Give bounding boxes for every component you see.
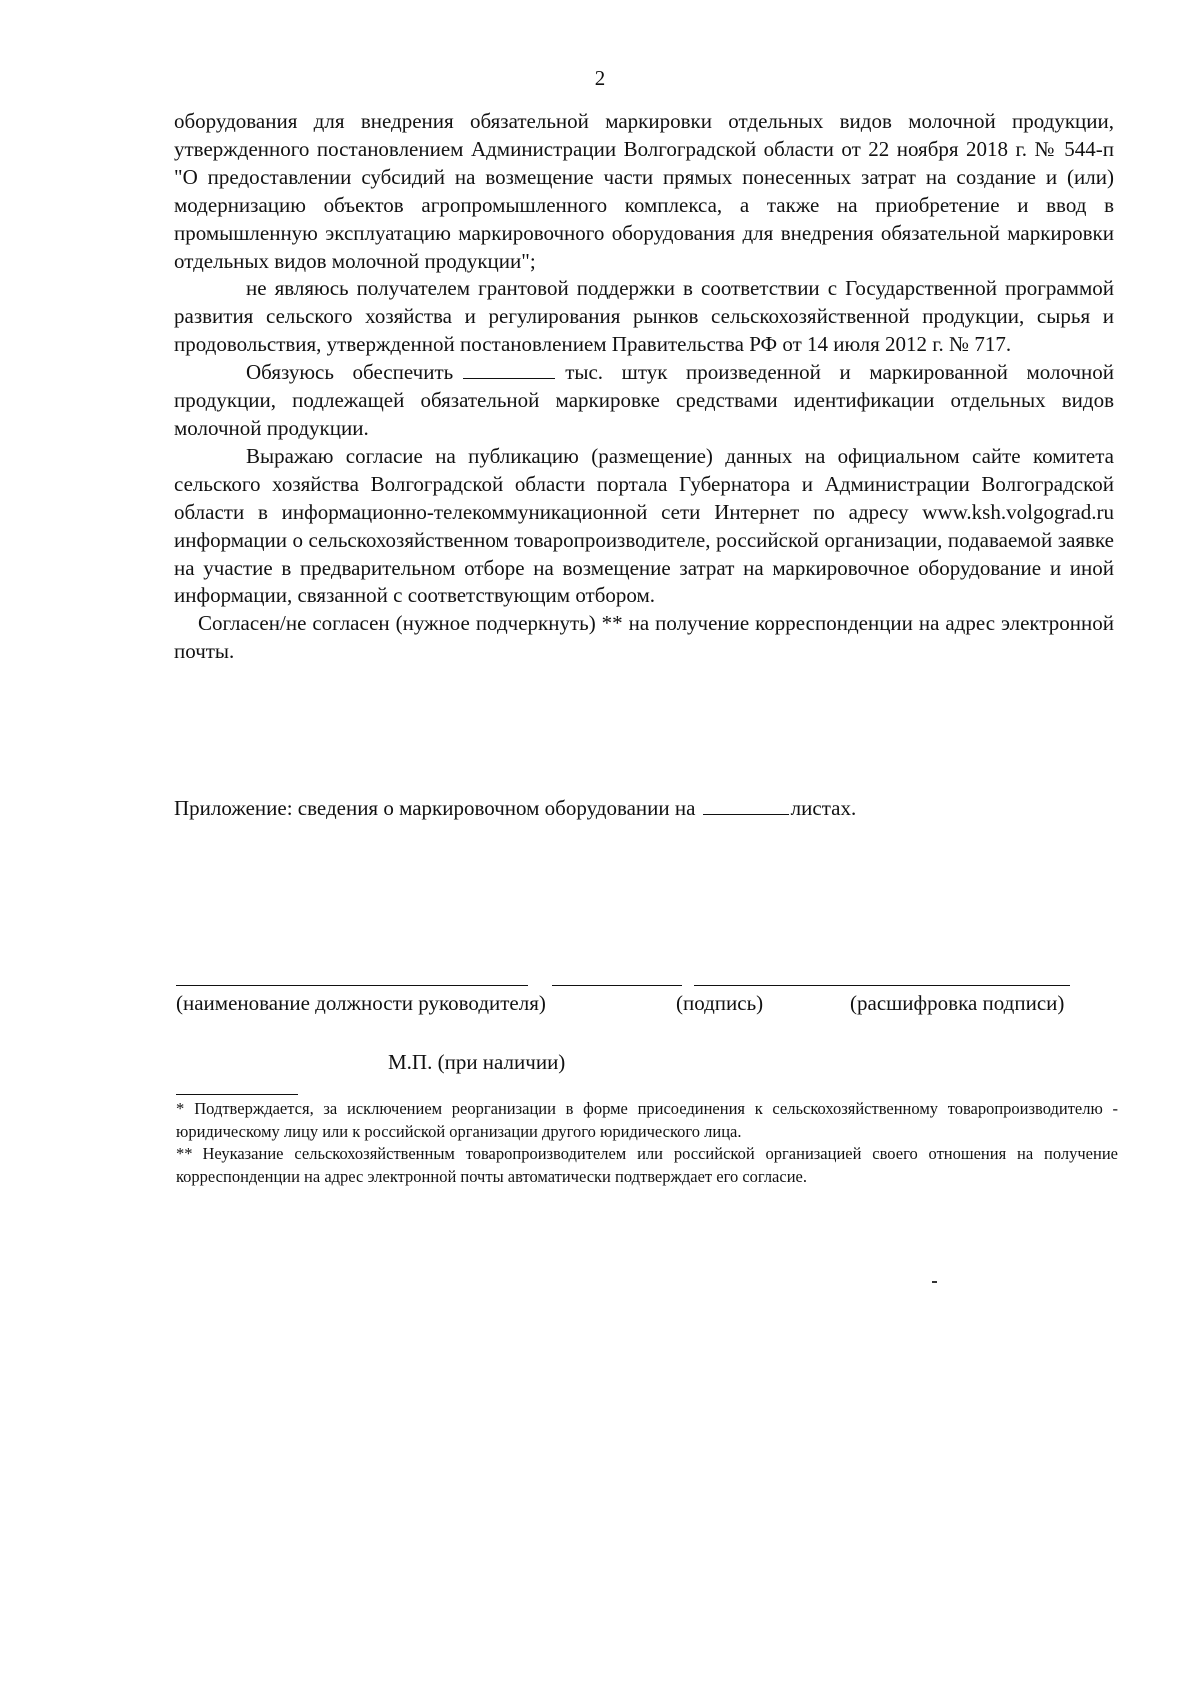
footnote-2-mark: ** [176,1144,193,1164]
position-line [176,985,528,986]
footnote-2 [176,1143,1118,1188]
paragraph-equipment: оборудования для внедрения обязательной маркировки отдельных видов молочной продукции, утвержденного постановлением Администрации Волгоградской области от 22 ноября 2018 г. № 544-п "О предоставлении субсидий на возмещение части прямых понесенных затрат на создание и (или) модернизацию объектов агропромышленного комплекса, а также на приобретение и ввод в промышленную эксплуатацию маркировочного оборудования для внедрения обязательной маркировки отдельных видов молочной продукции"; [174,109,1114,273]
decoding-label: (расшифровка подписи) [850,991,1065,1015]
position-label: (наименование должности руководителя) [176,991,546,1015]
footnote-1-mark: * [176,1099,185,1118]
page-number: 2 [594,66,606,90]
footnotes [176,1098,1118,1188]
signature-label: (подпись) [676,991,764,1015]
paragraph-obligation [174,359,1114,443]
document-body [174,108,1114,666]
footnote-1-text: Подтверждается, за исключением реорганизации в форме присоединения к сельскохозяйственному товаропроизводителю - юридическому лицу или к российской организации другого юридического лица. [176,1099,1118,1141]
decoding-line [694,985,1070,986]
scan-speck [932,1281,937,1283]
obligation-text-after: тыс. штук произведенной и маркированной молочной продукции, подлежащей обязательной маркировке средствами идентификации отдельных видов молочной продукции. [174,360,1115,440]
appendix-text-after: листах. [790,795,857,820]
signature-lines [0,985,1200,987]
appendix-line [174,795,856,821]
footnote-2-text: Неуказание сельскохозяйственным товаропроизводителем или российской организацией своего отношения на получение корреспонденции на адрес электронной почты автоматически подтверждает его согласие. [176,1144,1118,1186]
stamp-placeholder: М.П. (при наличии) [388,1050,566,1074]
paragraph-email-consent: Согласен/не согласен (нужное подчеркнуть) ** на получение корреспонденции на адрес электронной почты. [174,611,1114,664]
appendix-text-before: Приложение: сведения о маркировочном оборудовании на [174,795,696,820]
paragraph-publication-consent: Выражаю согласие на публикацию (размещение) данных на официальном сайте комитета сельского хозяйства Волгоградской области портала Губернатора и Администрации Волгоградской области в информационно-телекоммуникационной сети Интернет по адресу www.ksh.volgograd.ru информации о сельскохозяйственном товаропроизводителе, российской организации, подаваемой заявке на участие в предварительном отборе на возмещение затрат на маркировочное оборудование и иной информации, связанной с соответствующим отбором. [174,443,1114,608]
quantity-blank [463,359,555,379]
footnote-divider [176,1094,298,1095]
paragraph-grant-support: не являюсь получателем грантовой поддержки в соответствии с Государственной программой развития сельского хозяйства и регулирования рынков сельскохозяйственной продукции, сырья и продовольствия, утвержденной постановлением Правительства РФ от 14 июля 2012 г. № 717. [174,276,1114,357]
sheets-blank [703,795,789,815]
signature-line [552,985,682,986]
obligation-text-before: Обязуюсь обеспечить [246,360,454,385]
footnote-1 [176,1098,1118,1143]
